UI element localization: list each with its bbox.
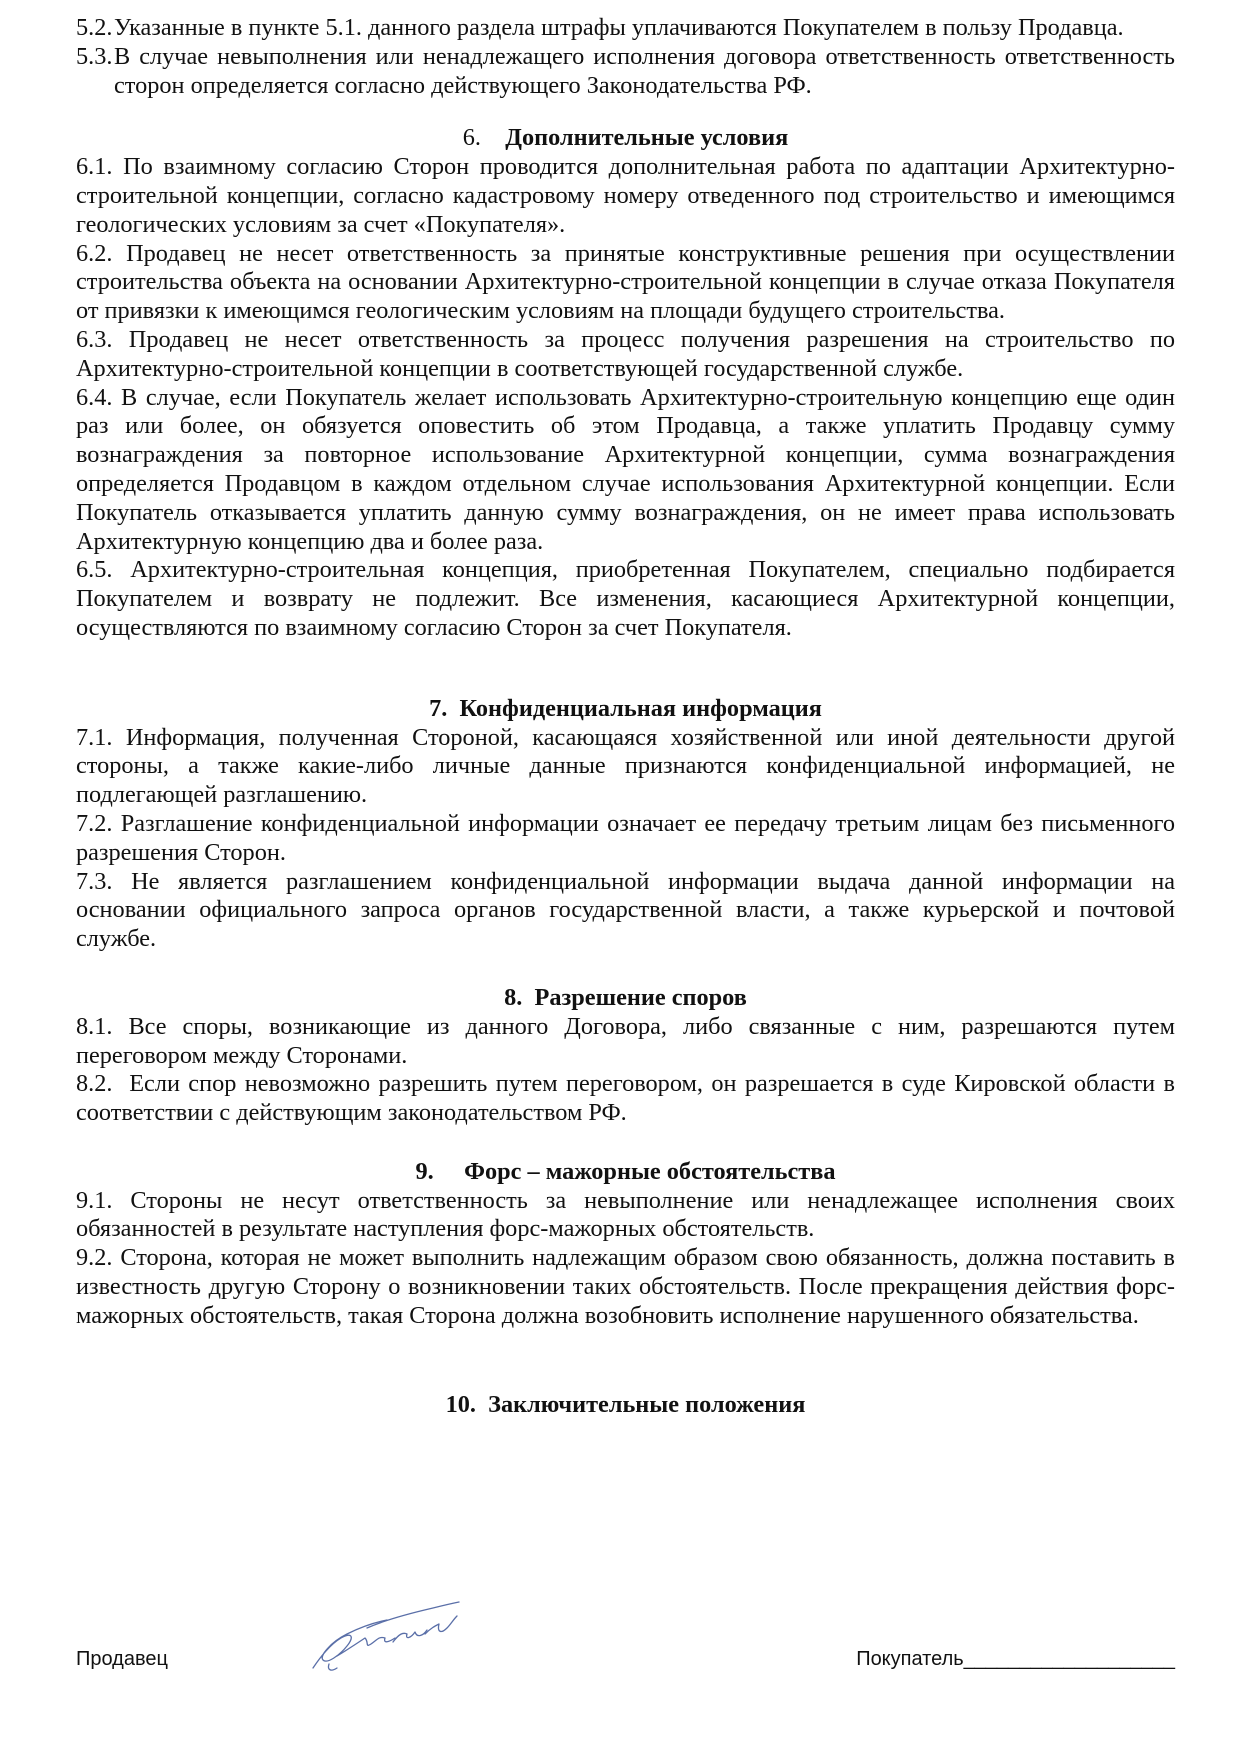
buyer-label: Покупатель___________________ <box>856 1648 1175 1670</box>
clause-text: Информация, полученная Стороной, касающаяся хозяйственной или иной деятельности другой стороны, а также какие-либо личные данные признаются конфиденциальной информацией, не подлегающей разглашению. <box>76 723 1175 809</box>
clause-text: Стороны не несут ответственность за невыполнение или ненадлежащее исполнения своих обязанностей в результате наступления форс-мажорных обстоятельств. <box>76 1186 1175 1243</box>
clause-text: Не является разглашением конфиденциальной информации выдача данной информации на основании официального запроса органов государственной власти, а также курьерской и почтовой службе. <box>76 867 1176 953</box>
section-heading-7 <box>76 695 1175 724</box>
section-heading-10 <box>76 1391 1175 1420</box>
clause-8-2 <box>76 1070 1175 1128</box>
section-title: Конфиденциальная информация <box>459 694 822 722</box>
section-number: 9. <box>415 1157 434 1185</box>
section-title: Дополнительные условия <box>505 124 789 152</box>
spacer <box>76 643 1175 695</box>
clause-8-1 <box>76 1013 1175 1071</box>
spacer <box>76 1331 1175 1391</box>
clause-number: 7.1. <box>76 723 113 751</box>
spacer <box>76 954 1175 984</box>
clause-number: 8.1. <box>76 1012 113 1040</box>
document-page <box>76 14 1175 1419</box>
clause-9-1 <box>76 1187 1175 1245</box>
clause-7-2 <box>76 810 1175 868</box>
clause-number: 9.1. <box>76 1186 113 1214</box>
clause-6-4 <box>76 384 1175 557</box>
clause-number: 5.3. <box>76 42 113 70</box>
clause-text: Продавец не несет ответственность за принятые конструктивные решения при осуществлении строительства объекта на основании Архитектурно-строительной концепции в случае отказа Покупателя от привязки к имеющимся геологическим условиям на площади будущего строительства. <box>76 239 1175 325</box>
clause-number: 9.2. <box>76 1244 113 1272</box>
clause-text: Все споры, возникающие из данного Договора, либо связанные с ним, разрешаются путем переговором между Сторонами. <box>76 1012 1175 1069</box>
signature-row <box>76 1648 1175 1684</box>
clause-number: 6.3. <box>76 325 113 353</box>
clause-6-2 <box>76 240 1175 326</box>
section-heading-6 <box>76 124 1175 153</box>
section-number: 7. <box>429 694 448 722</box>
spacer <box>76 100 1175 124</box>
clause-text: В случае, если Покупатель желает использовать Архитектурно-строительную концепцию еще один раз или более, он обязуется оповестить об этом Продавца, а также уплатить Продавцу сумму вознаграждения за повторное использование Архитектурной концепции, сумма вознаграждения определяется Продавцом в каждом отдельном случае использования Архитектурной концепции. Если Покупатель отказывается уплатить данную сумму вознаграждения, он не имеет права использовать Архитектурную концепцию два и более раза. <box>76 383 1175 555</box>
section-heading-9 <box>76 1158 1175 1187</box>
clause-text: Если спор невозможно разрешить путем переговором, он разрешается в суде Кировской области в соответствии с действующим законодательством РФ. <box>76 1070 1175 1127</box>
clause-text: В случае невыполнения или ненадлежащего исполнения договора ответственность ответственность сторон определяется согласно действующего Законодательства РФ. <box>114 42 1175 99</box>
section-title: Форс – мажорные обстоятельства <box>464 1157 836 1185</box>
clause-5-3 <box>76 43 1175 101</box>
section-title: Разрешение споров <box>534 983 747 1011</box>
clause-text: Разглашение конфиденциальной информации означает ее передачу третьим лицам без письменного разрешения Сторон. <box>76 809 1175 866</box>
section-number: 8. <box>504 983 523 1011</box>
clause-text: Архитектурно-строительная концепция, приобретенная Покупателем, специально подбирается Покупателем и возврату не подлежит. Все изменения, касающиеся Архитектурной концепции, осуществляются по взаимному согласию Сторон за счет Покупателя. <box>76 556 1175 641</box>
spacer <box>76 1128 1175 1158</box>
clause-6-5 <box>76 556 1175 642</box>
section-number: 6. <box>462 124 481 152</box>
clause-number: 5.2. <box>76 14 113 41</box>
clause-5-2 <box>76 14 1175 43</box>
clause-number: 6.4. <box>76 383 113 411</box>
clause-number: 6.1. <box>76 153 113 181</box>
clause-text: По взаимному согласию Сторон проводится дополнительная работа по адаптации Архитектурно-строительной концепции, согласно кадастровому номеру отведенного под строительство и имеющимся геологических условиям за счет «Покупателя». <box>76 153 1175 238</box>
section-heading-8 <box>76 984 1175 1013</box>
section-number: 10. <box>445 1390 476 1418</box>
clause-number: 7.3. <box>76 867 113 895</box>
clause-6-1 <box>76 153 1175 239</box>
clause-text: Сторона, которая не может выполнить надлежащим образом свою обязанность, должна поставить в известность другую Сторону о возникновении таких обстоятельств. После прекращения действия форс-мажорных обстоятельств, такая Сторона должна возобновить исполнение нарушенного обязательства. <box>76 1244 1175 1329</box>
clause-text: Продавец не несет ответственность за процесс получения разрешения на строительство по Архитектурно-строительной концепции в соответствующей государственной службе. <box>76 325 1175 382</box>
clause-6-3 <box>76 326 1175 384</box>
clause-9-2 <box>76 1244 1175 1330</box>
clause-7-1 <box>76 724 1175 810</box>
section-title: Заключительные положения <box>488 1390 806 1418</box>
clause-number: 6.2. <box>76 239 113 267</box>
clause-7-3 <box>76 868 1175 954</box>
clause-number: 8.2. <box>76 1070 113 1098</box>
clause-text: Указанные в пункте 5.1. данного раздела штрафы уплачиваются Покупателем в пользу Продавца. <box>114 14 1124 41</box>
clause-number: 7.2. <box>76 809 113 837</box>
seller-label: Продавец <box>76 1648 168 1670</box>
clause-number: 6.5. <box>76 556 113 584</box>
